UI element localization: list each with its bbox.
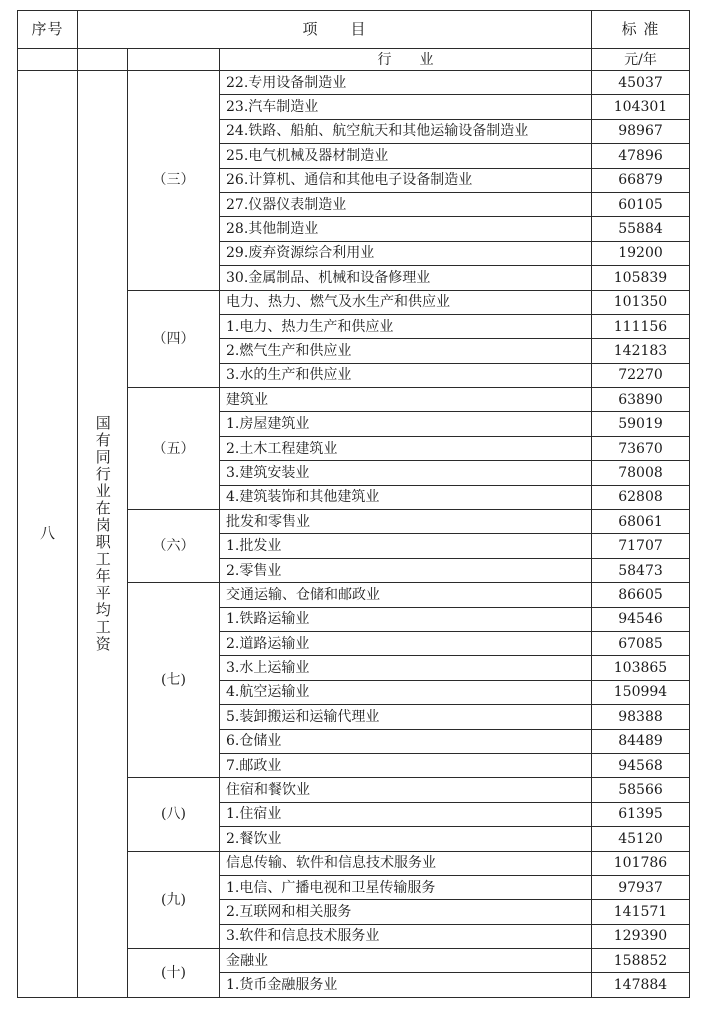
industry-name: 3.水的生产和供应业 [220,363,592,387]
industry-name: 26.计算机、通信和其他电子设备制造业 [220,168,592,192]
standard-value: 60105 [592,192,690,216]
section-title-cell [78,71,128,998]
standard-value: 58566 [592,778,690,802]
industry-name: 24.铁路、船舶、航空航天和其他运输设备制造业 [220,119,592,143]
standard-value: 68061 [592,510,690,534]
subheader-row [18,49,690,71]
wage-standards-table [17,10,690,998]
group-label: (七) [128,583,220,778]
industry-name: 3.建筑安装业 [220,461,592,485]
industry-name: 建筑业 [220,388,592,412]
standard-value: 101350 [592,290,690,314]
standard-value: 94568 [592,753,690,777]
industry-name: 2.餐饮业 [220,827,592,851]
group-label: (九) [128,851,220,949]
industry-name: 30.金属制品、机械和设备修理业 [220,266,592,290]
industry-name: 27.仪器仪表制造业 [220,192,592,216]
group-label: (八) [128,778,220,851]
standard-value: 129390 [592,924,690,948]
subheader-empty-cell [78,49,128,71]
header-row [18,11,690,49]
industry-name: 信息传输、软件和信息技术服务业 [220,851,592,875]
industry-name: 23.汽车制造业 [220,95,592,119]
standard-value: 19200 [592,241,690,265]
industry-name: 1.房屋建筑业 [220,412,592,436]
standard-value: 111156 [592,314,690,338]
standard-value: 58473 [592,558,690,582]
industry-name: 6.仓储业 [220,729,592,753]
standard-value: 150994 [592,680,690,704]
standard-value: 97937 [592,875,690,899]
industry-name: 4.建筑装饰和其他建筑业 [220,485,592,509]
industry-name: 住宿和餐饮业 [220,778,592,802]
industry-name: 1.批发业 [220,534,592,558]
item-header: 项 目 [78,11,592,49]
standard-value: 61395 [592,802,690,826]
industry-name: 22.专用设备制造业 [220,71,592,95]
industry-name: 1.电力、热力生产和供应业 [220,314,592,338]
industry-name: 1.货币金融服务业 [220,973,592,997]
standard-value: 94546 [592,607,690,631]
standard-value: 66879 [592,168,690,192]
industry-name: 2.道路运输业 [220,631,592,655]
industry-name: 29.废弃资源综合利用业 [220,241,592,265]
standard-value: 98967 [592,119,690,143]
standard-value: 141571 [592,900,690,924]
group-label: （六） [128,510,220,583]
industry-name: 1.铁路运输业 [220,607,592,631]
section-number: 八 [18,71,78,998]
group-label: （三） [128,71,220,291]
standard-value: 98388 [592,705,690,729]
standard-value: 103865 [592,656,690,680]
industry-name: 4.航空运输业 [220,680,592,704]
industry-name: 3.软件和信息技术服务业 [220,924,592,948]
industry-name: 1.电信、广播电视和卫星传输服务 [220,875,592,899]
industry-name: 2.土木工程建筑业 [220,436,592,460]
industry-name: 7.邮政业 [220,753,592,777]
industry-name: 2.燃气生产和供应业 [220,339,592,363]
industry-name: 2.零售业 [220,558,592,582]
industry-name: 1.住宿业 [220,802,592,826]
industry-name: 25.电气机械及器材制造业 [220,144,592,168]
industry-name: 3.水上运输业 [220,656,592,680]
group-label: （五） [128,388,220,510]
subheader-empty-cell [128,49,220,71]
standard-value: 67085 [592,631,690,655]
industry-name: 批发和零售业 [220,510,592,534]
standard-value: 71707 [592,534,690,558]
standard-value: 84489 [592,729,690,753]
standard-value: 147884 [592,973,690,997]
standard-value: 105839 [592,266,690,290]
industry-name: 5.装卸搬运和运输代理业 [220,705,592,729]
standard-value: 73670 [592,436,690,460]
group-label: (十) [128,949,220,998]
industry-name: 2.互联网和相关服务 [220,900,592,924]
table-row [18,71,690,95]
standard-value: 59019 [592,412,690,436]
section-title: 国有同行业在岗职工年平均工资 [93,414,112,653]
seq-header: 序号 [18,11,78,49]
industry-name: 交通运输、仓储和邮政业 [220,583,592,607]
standard-value: 45120 [592,827,690,851]
group-label: （四） [128,290,220,388]
industry-name: 电力、热力、燃气及水生产和供应业 [220,290,592,314]
industry-name: 金融业 [220,949,592,973]
standard-value: 104301 [592,95,690,119]
industry-name: 28.其他制造业 [220,217,592,241]
standard-value: 142183 [592,339,690,363]
standard-value: 158852 [592,949,690,973]
industry-header: 行 业 [220,49,592,71]
standard-value: 72270 [592,363,690,387]
standard-value: 63890 [592,388,690,412]
subheader-empty-cell [18,49,78,71]
standard-value: 45037 [592,71,690,95]
standard-value: 101786 [592,851,690,875]
standard-value: 86605 [592,583,690,607]
standard-value: 55884 [592,217,690,241]
standard-value: 62808 [592,485,690,509]
standard-header: 标 准 [592,11,690,49]
standard-value: 78008 [592,461,690,485]
standard-value: 47896 [592,144,690,168]
unit-header: 元/年 [592,49,690,71]
